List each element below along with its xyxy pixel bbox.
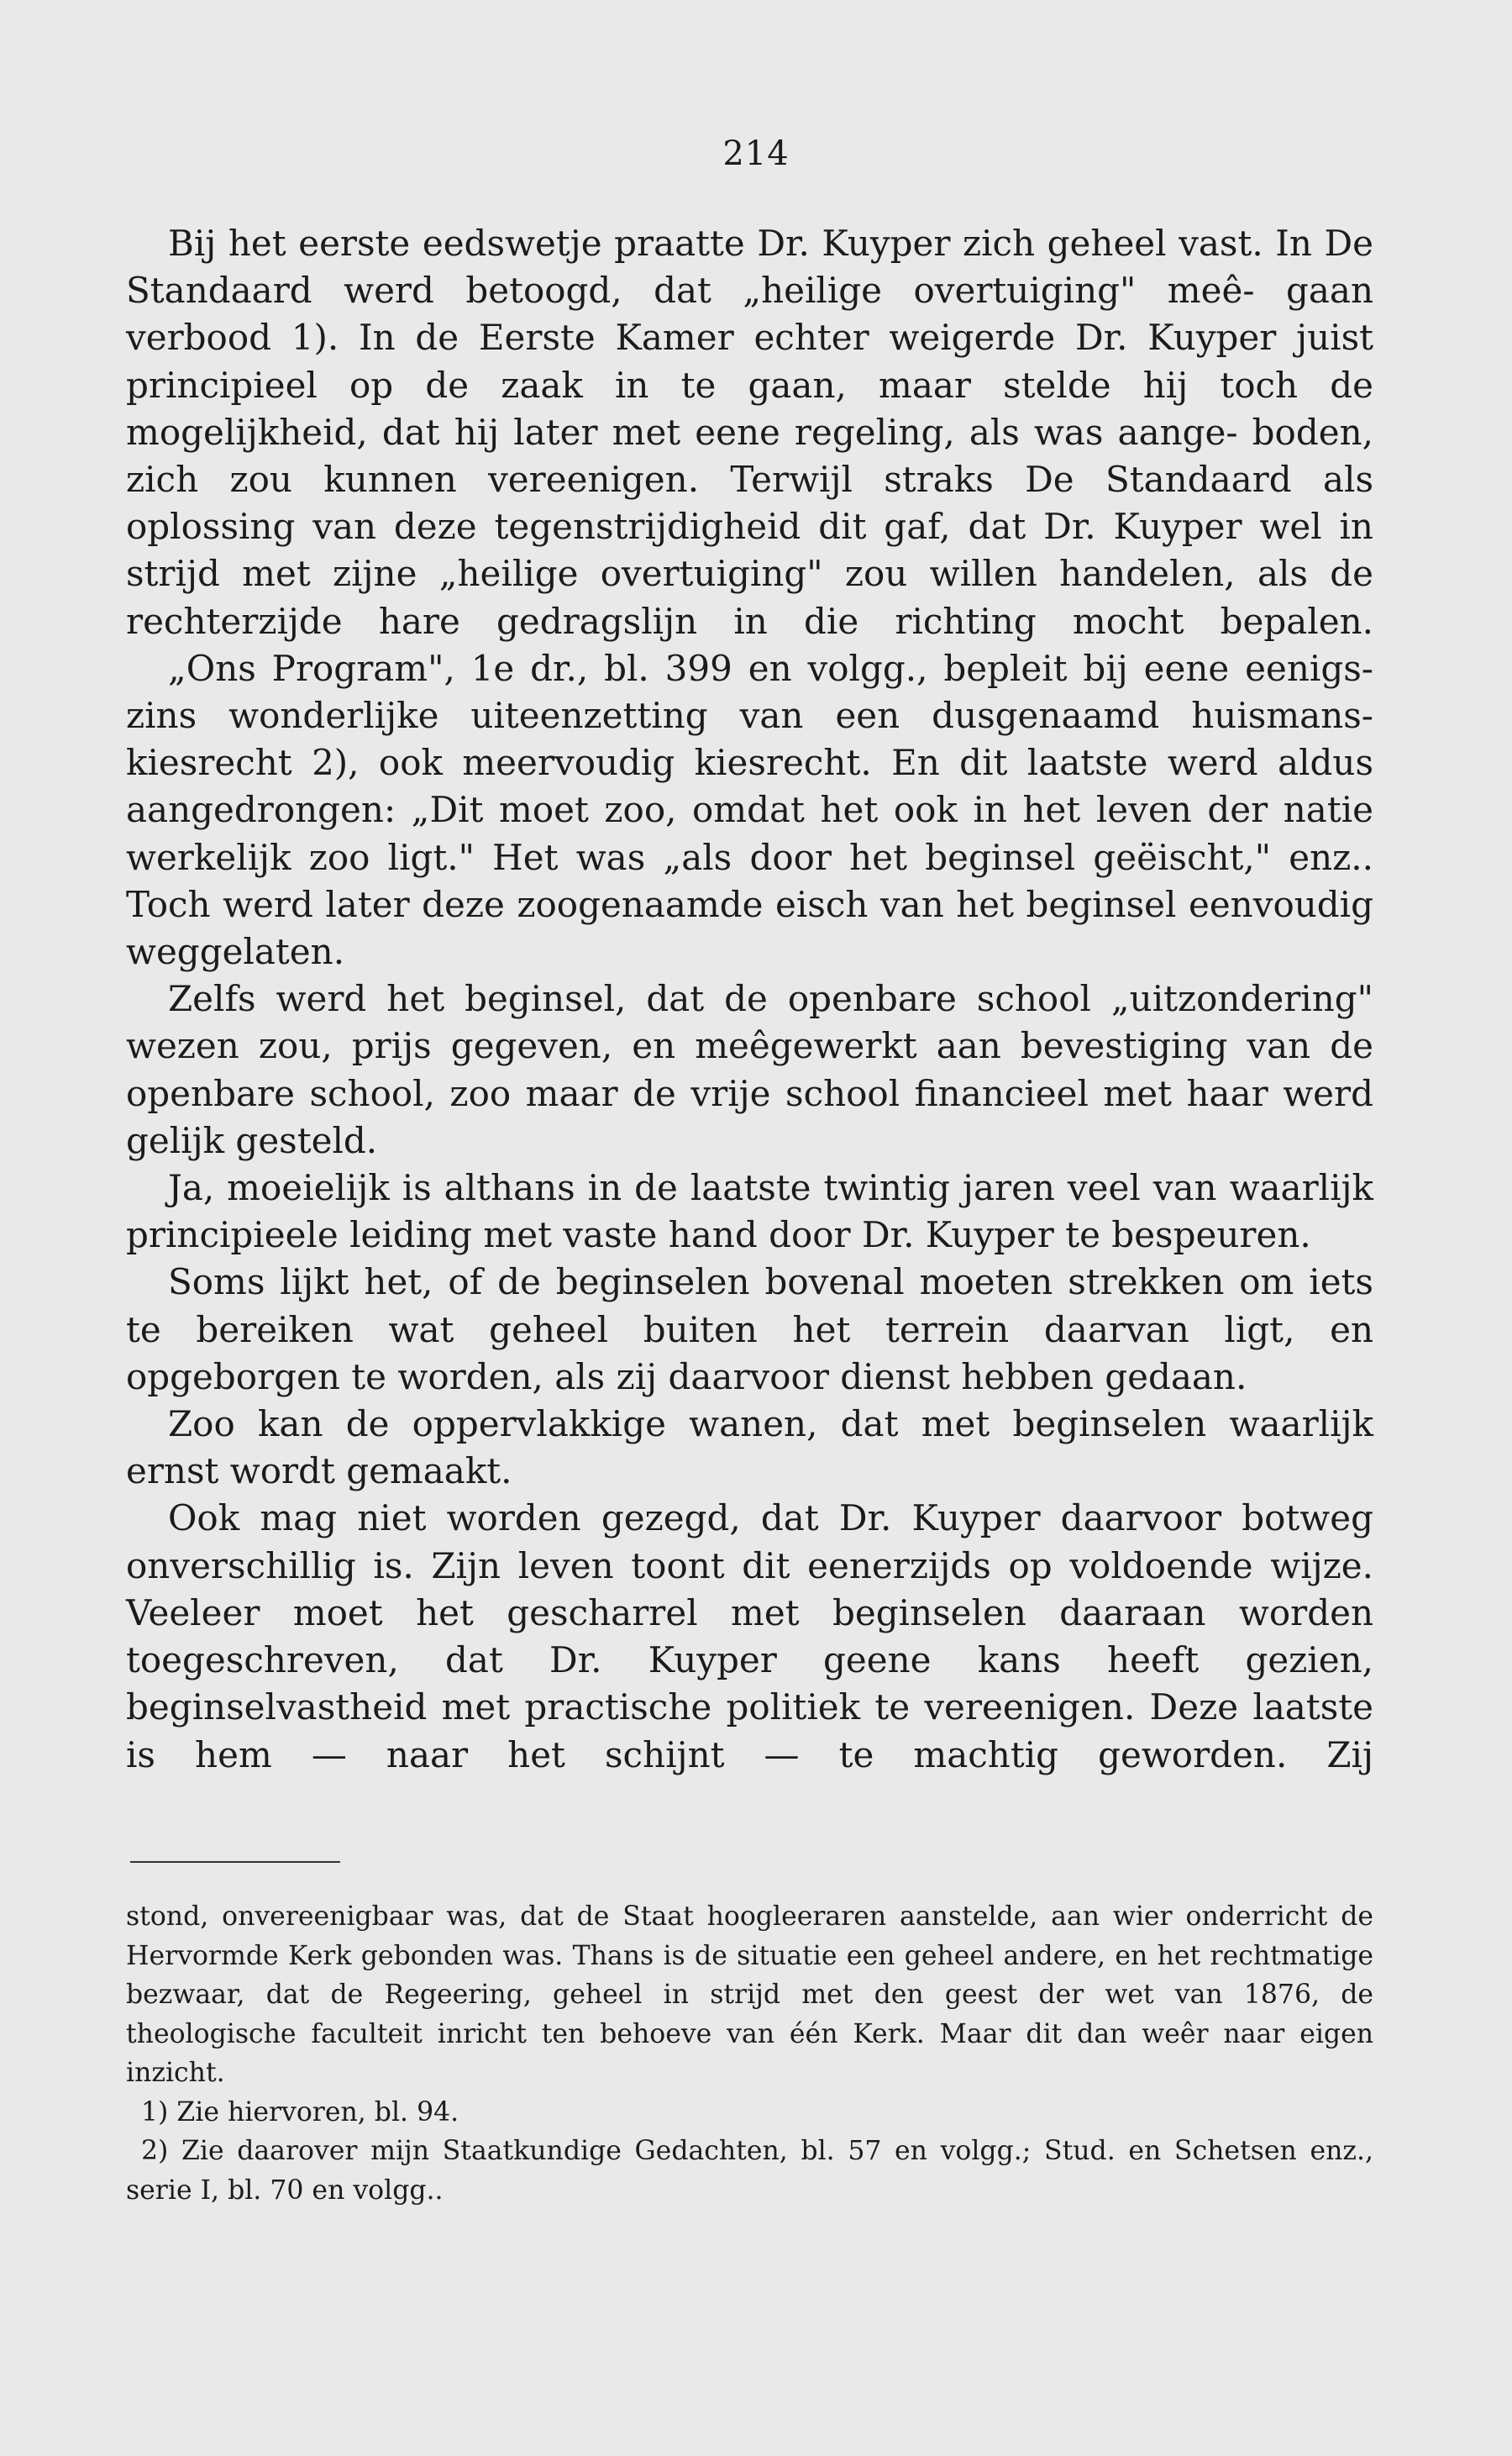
text-line: leven der natie werkelijk zoo ligt." Het was „als door het [126, 789, 1374, 878]
text-line: één Kerk. Maar dit dan weêr naar eigen inzicht. [126, 2018, 1374, 2088]
text-line: ernst wordt gemaakt. [126, 1450, 512, 1492]
text-line: worden toegeschreven, dat Dr. Kuyper geene kans heeft gezien, [126, 1591, 1373, 1681]
footnotes [126, 1897, 1373, 2210]
text-line: beginsel geëischt," enz.. Toch werd later deze zoogenaamde [126, 836, 1374, 925]
text-line: den geest der wet van 1876, de theologische faculteit inricht ten behoeve van [126, 1980, 1374, 2049]
paragraph [126, 976, 1373, 1165]
text-line: In De Standaard werd betoogd, dat „heilige overtuiging" meê- [126, 223, 1373, 312]
footnote-divider [130, 1861, 340, 1863]
text-line: Soms lijkt het, of de beginselen bovenal moeten strekken om [168, 1261, 1294, 1303]
text-line: als oplossing van deze tegenstrijdigheid dit gaf, dat Dr. Kuyper [126, 459, 1373, 548]
text-line: iets te bereiken wat geheel buiten het terrein daarvan ligt, en [126, 1261, 1373, 1350]
text-line: waarlijk principieele leiding met vaste hand door Dr. Kuyper [126, 1167, 1374, 1256]
text-line: Bij het eerste eedswetje praatte Dr. Kuyper zich geheel vast. [168, 223, 1263, 264]
text-line: mogelijkheid, dat hij later met eene regeling, als was aange- [126, 411, 1238, 453]
text-line: andere, en het rechtmatige bezwaar, dat de Regeering, geheel in strijd met [126, 1940, 1374, 2010]
text-line: Ja, moeielijk is althans in de laatste twintig jaren veel van [168, 1167, 1217, 1209]
text-line: Schetsen enz., serie I, bl. 70 en volgg.. [126, 2136, 1374, 2206]
footnote-marker: 1) [141, 2096, 169, 2127]
text-line: kiesrecht 2), ook meervoudig kiesrecht. En dit laatste werd [126, 742, 1258, 784]
footnote-continuation [126, 1897, 1373, 2093]
paragraph [126, 1495, 1373, 1778]
text-line: haar werd gelijk gesteld. [126, 1072, 1373, 1161]
text-line: als de rechterzijde hare gedragslijn in die richting mocht bepalen. [126, 553, 1374, 642]
paragraph [126, 1259, 1373, 1401]
text-line: Zoo kan de oppervlakkige wanen, dat met beginselen waarlijk [168, 1403, 1373, 1445]
page-number: 214 [722, 134, 790, 173]
text-line: laatste is hem — naar het schijnt — te machtig geworden. Zij [126, 1686, 1374, 1775]
body-text [126, 220, 1373, 1779]
footnote-2 [126, 2132, 1373, 2210]
text-line: opgeborgen te worden, als zij daarvoor dienst hebben gedaan. [126, 1355, 1247, 1397]
text-line: boden, zich zou kunnen vereenigen. Terwijl straks De Standaard [126, 411, 1373, 501]
text-line: Zelfs werd het beginsel, dat de openbare school „uitzondering" [168, 978, 1373, 1020]
text-line: „Ons Program", 1e dr., bl. 399 en volgg., bepleit bij eene eenigs- [168, 647, 1373, 689]
text-line: aldus aangedrongen: „Dit moet zoo, omdat het ook in het [126, 742, 1373, 831]
text-line: onderricht de Hervormde Kerk gebonden was. Thans is de situatie een geheel [126, 1901, 1373, 1971]
paragraph [126, 645, 1373, 976]
text-line: beginselvastheid met practische politiek te vereenigen. Deze [126, 1686, 1239, 1728]
text-line: Zie daarover mijn Staatkundige Gedachten, bl. 57 en volgg.; Stud. en [181, 2136, 1162, 2166]
text-line: wel in strijd met zijne „heilige overtuiging" zou willen handelen, [126, 506, 1373, 595]
text-line: gaan verbood 1). In de Eerste Kamer echter weigerde Dr. Kuyper [126, 270, 1373, 359]
footnote-marker: 2) [141, 2136, 169, 2166]
paragraph [126, 220, 1373, 645]
paragraph [126, 1165, 1373, 1259]
text-line: de openbare school, zoo maar de vrije school financieel met [126, 1025, 1373, 1114]
text-line: onverschillig is. Zijn leven toont dit eenerzijds op voldoende [126, 1544, 1253, 1586]
text-line: te bespeuren. [1065, 1214, 1311, 1256]
text-line: wezen zou, prijs gegeven, en meêgewerkt aan bevestiging van [126, 1025, 1311, 1067]
text-line: eisch van het beginsel eenvoudig weggelaten. [126, 883, 1373, 973]
text-line: wijze. Veeleer moet het gescharrel met beginselen daaraan [126, 1544, 1373, 1633]
text-line: zins wonderlijke uiteenzetting van een dusgenaamd huismans- [126, 695, 1373, 737]
text-line: stond, onvereenigbaar was, dat de Staat hoogleeraren aanstelde, aan wier [126, 1901, 1173, 1932]
text-line: juist principieel op de zaak in te gaan, maar stelde hij toch de [126, 317, 1373, 406]
paragraph [126, 1401, 1373, 1495]
text-line: Ook mag niet worden gezegd, dat Dr. Kuyper daarvoor botweg [168, 1497, 1373, 1539]
text-line: Zie hiervoren, bl. 94. [176, 2096, 459, 2127]
footnote-1 [126, 2093, 1373, 2133]
